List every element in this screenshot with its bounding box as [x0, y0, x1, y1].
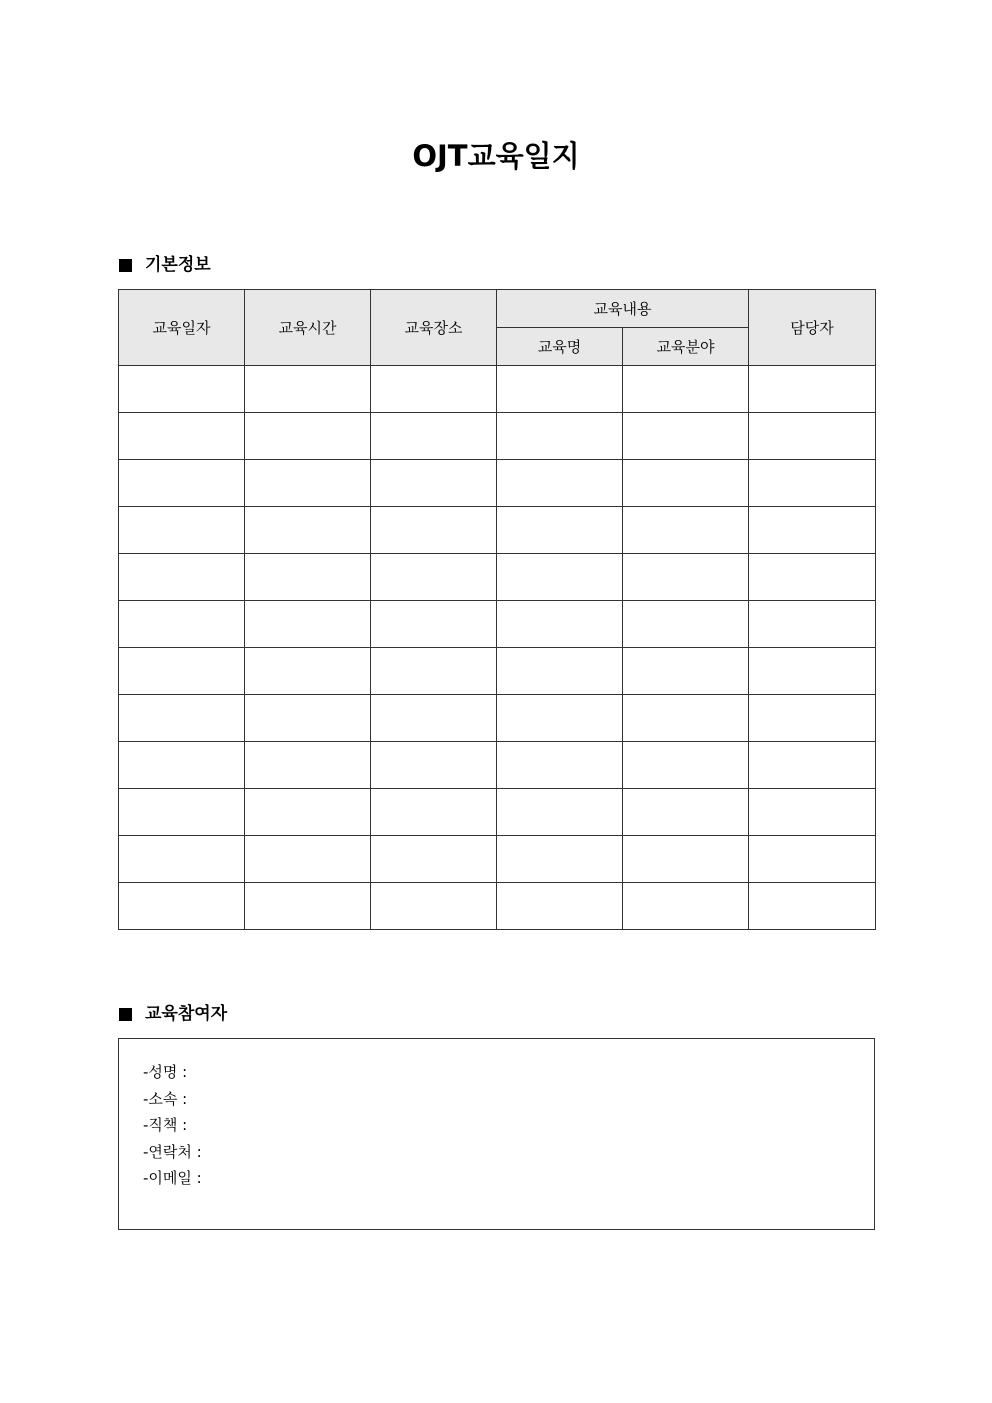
- table-cell-time[interactable]: [245, 366, 371, 413]
- table-row: [119, 883, 876, 930]
- table-cell-content-name[interactable]: [497, 695, 623, 742]
- table-cell-time[interactable]: [245, 507, 371, 554]
- table-cell-content-name[interactable]: [497, 789, 623, 836]
- table-cell-content-field[interactable]: [623, 648, 749, 695]
- table-cell-manager[interactable]: [749, 601, 876, 648]
- table-cell-content-field[interactable]: [623, 601, 749, 648]
- table-cell-manager[interactable]: [749, 507, 876, 554]
- table-cell-content-field[interactable]: [623, 413, 749, 460]
- table-cell-time[interactable]: [245, 460, 371, 507]
- table-row: [119, 413, 876, 460]
- table-cell-time[interactable]: [245, 789, 371, 836]
- participant-field-phone: -연락처 :: [143, 1142, 202, 1161]
- table-cell-place[interactable]: [371, 789, 497, 836]
- table-cell-manager[interactable]: [749, 413, 876, 460]
- table-cell-content-field[interactable]: [623, 836, 749, 883]
- table-cell-content-field[interactable]: [623, 883, 749, 930]
- table-row: [119, 601, 876, 648]
- participant-field-email: -이메일 :: [143, 1169, 202, 1187]
- section-heading-label: 기본정보: [145, 255, 211, 275]
- square-bullet-icon: [119, 1008, 132, 1021]
- table-row: [119, 695, 876, 742]
- table-cell-place[interactable]: [371, 460, 497, 507]
- table-row: [119, 460, 876, 507]
- participant-field-affiliation: -소속 :: [143, 1089, 188, 1108]
- table-cell-date[interactable]: [119, 742, 245, 789]
- table-cell-place[interactable]: [371, 742, 497, 789]
- header-content-field: 교육분야: [623, 328, 749, 366]
- table-cell-place[interactable]: [371, 554, 497, 601]
- table-cell-content-name[interactable]: [497, 413, 623, 460]
- table-cell-content-field[interactable]: [623, 695, 749, 742]
- table-cell-manager[interactable]: [749, 695, 876, 742]
- table-row: [119, 648, 876, 695]
- table-cell-date[interactable]: [119, 601, 245, 648]
- table-cell-manager[interactable]: [749, 460, 876, 507]
- table-row: [119, 507, 876, 554]
- table-cell-content-name[interactable]: [497, 507, 623, 554]
- table-cell-time[interactable]: [245, 742, 371, 789]
- table-row: [119, 554, 876, 601]
- table-cell-place[interactable]: [371, 836, 497, 883]
- table-cell-date[interactable]: [119, 366, 245, 413]
- table-cell-manager[interactable]: [749, 883, 876, 930]
- table-cell-content-name[interactable]: [497, 460, 623, 507]
- header-manager: 담당자: [749, 290, 876, 366]
- table-cell-content-field[interactable]: [623, 742, 749, 789]
- header-time: 교육시간: [245, 290, 371, 366]
- table-cell-content-field[interactable]: [623, 507, 749, 554]
- table-cell-content-field[interactable]: [623, 554, 749, 601]
- table-cell-date[interactable]: [119, 695, 245, 742]
- header-date: 교육일자: [119, 290, 245, 366]
- document-title: OJT교육일지: [412, 139, 580, 173]
- table-cell-content-name[interactable]: [497, 836, 623, 883]
- table-cell-content-name[interactable]: [497, 366, 623, 413]
- table-cell-date[interactable]: [119, 413, 245, 460]
- table-cell-date[interactable]: [119, 507, 245, 554]
- section-heading-basic-info: [119, 253, 211, 277]
- education-log-table: [118, 289, 876, 930]
- table-cell-manager[interactable]: [749, 554, 876, 601]
- table-cell-date[interactable]: [119, 836, 245, 883]
- table-cell-content-name[interactable]: [497, 554, 623, 601]
- table-cell-place[interactable]: [371, 413, 497, 460]
- participants-box: [118, 1038, 875, 1230]
- table-cell-place[interactable]: [371, 366, 497, 413]
- table-cell-date[interactable]: [119, 883, 245, 930]
- table-cell-time[interactable]: [245, 836, 371, 883]
- table-cell-content-field[interactable]: [623, 460, 749, 507]
- table-cell-time[interactable]: [245, 554, 371, 601]
- table-cell-date[interactable]: [119, 648, 245, 695]
- section-heading-participants: [119, 1002, 227, 1026]
- table-row: [119, 742, 876, 789]
- table-cell-place[interactable]: [371, 507, 497, 554]
- table-cell-content-name[interactable]: [497, 601, 623, 648]
- table-cell-content-name[interactable]: [497, 648, 623, 695]
- table-cell-time[interactable]: [245, 413, 371, 460]
- header-place: 교육장소: [371, 290, 497, 366]
- table-cell-place[interactable]: [371, 601, 497, 648]
- table-cell-date[interactable]: [119, 789, 245, 836]
- table-cell-time[interactable]: [245, 648, 371, 695]
- table-cell-time[interactable]: [245, 883, 371, 930]
- table-cell-place[interactable]: [371, 695, 497, 742]
- table-cell-date[interactable]: [119, 460, 245, 507]
- table-cell-manager[interactable]: [749, 648, 876, 695]
- table-row: [119, 789, 876, 836]
- table-cell-manager[interactable]: [749, 366, 876, 413]
- participant-field-name: -성명 :: [143, 1063, 188, 1081]
- table-cell-manager[interactable]: [749, 789, 876, 836]
- table-cell-content-field[interactable]: [623, 789, 749, 836]
- table-cell-place[interactable]: [371, 883, 497, 930]
- table-cell-time[interactable]: [245, 601, 371, 648]
- table-cell-manager[interactable]: [749, 836, 876, 883]
- table-body: [119, 366, 876, 930]
- table-cell-place[interactable]: [371, 648, 497, 695]
- table-cell-time[interactable]: [245, 695, 371, 742]
- section-heading-label: 교육참여자: [145, 1004, 228, 1024]
- square-bullet-icon: [119, 259, 132, 272]
- table-cell-content-name[interactable]: [497, 883, 623, 930]
- participant-field-position: -직책 :: [143, 1116, 188, 1134]
- table-cell-content-field[interactable]: [623, 366, 749, 413]
- table-row: [119, 366, 876, 413]
- table-cell-date[interactable]: [119, 554, 245, 601]
- table-cell-content-name[interactable]: [497, 742, 623, 789]
- header-content-name: 교육명: [497, 328, 623, 366]
- header-content: 교육내용: [497, 290, 749, 328]
- table-row: [119, 836, 876, 883]
- table-cell-manager[interactable]: [749, 742, 876, 789]
